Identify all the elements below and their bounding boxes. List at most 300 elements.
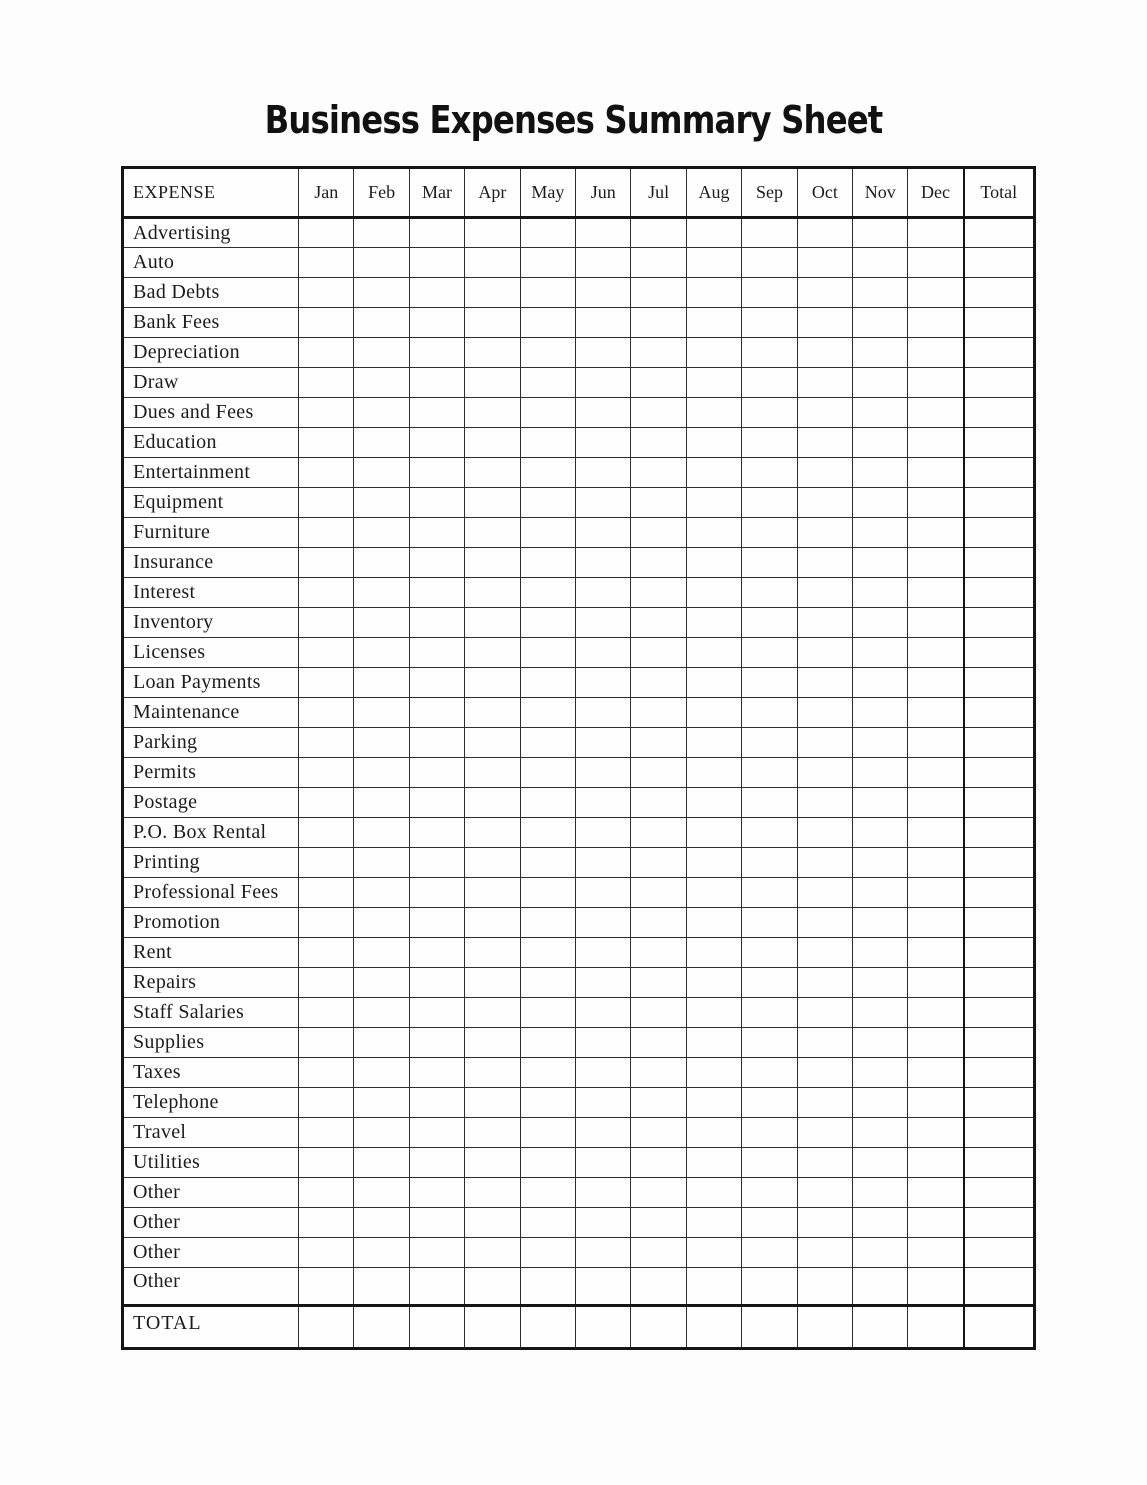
month-value-cell (409, 878, 464, 908)
month-value-cell (631, 1306, 686, 1349)
month-value-cell (853, 278, 908, 308)
month-value-cell (299, 398, 354, 428)
month-value-cell (354, 338, 409, 368)
month-value-cell (576, 578, 631, 608)
month-value-cell (299, 488, 354, 518)
month-value-cell (520, 218, 575, 248)
expense-row (123, 278, 1035, 308)
month-value-cell (520, 638, 575, 668)
total-row (123, 1306, 1035, 1349)
month-value-cell (576, 1178, 631, 1208)
page-title: Business Expenses Summary Sheet (264, 98, 883, 142)
month-value-cell (742, 638, 797, 668)
total-value-cell (964, 578, 1035, 608)
expenses-table (121, 166, 1036, 1350)
month-value-cell (686, 458, 741, 488)
expense-row-label: P.O. Box Rental (123, 818, 299, 848)
month-value-cell (797, 1268, 852, 1306)
month-value-cell (686, 1268, 741, 1306)
month-value-cell (409, 248, 464, 278)
month-value-cell (686, 1306, 741, 1349)
month-value-cell (797, 848, 852, 878)
month-value-cell (631, 728, 686, 758)
month-value-cell (686, 968, 741, 998)
month-value-cell (409, 488, 464, 518)
month-value-cell (631, 998, 686, 1028)
month-value-cell (742, 608, 797, 638)
month-value-cell (409, 608, 464, 638)
total-value-cell (964, 1306, 1035, 1349)
month-value-cell (576, 1088, 631, 1118)
month-value-cell (520, 908, 575, 938)
month-value-cell (409, 1148, 464, 1178)
month-value-cell (853, 1208, 908, 1238)
month-value-cell (742, 698, 797, 728)
month-value-cell (409, 818, 464, 848)
month-value-cell (908, 1178, 964, 1208)
total-value-cell (964, 818, 1035, 848)
month-value-cell (853, 608, 908, 638)
month-value-cell (742, 968, 797, 998)
month-value-cell (465, 248, 520, 278)
month-value-cell (686, 1208, 741, 1238)
month-value-cell (686, 758, 741, 788)
month-value-cell (409, 1238, 464, 1268)
month-value-cell (576, 1118, 631, 1148)
month-value-cell (797, 548, 852, 578)
expense-row (123, 608, 1035, 638)
month-value-cell (354, 1238, 409, 1268)
month-value-cell (299, 758, 354, 788)
expense-row-label: Rent (123, 938, 299, 968)
month-value-cell (797, 878, 852, 908)
month-value-cell (908, 1148, 964, 1178)
month-value-cell (409, 1268, 464, 1306)
month-value-cell (686, 998, 741, 1028)
month-value-cell (742, 848, 797, 878)
month-value-cell (354, 878, 409, 908)
month-value-cell (853, 638, 908, 668)
month-value-cell (686, 398, 741, 428)
month-value-cell (908, 1208, 964, 1238)
month-value-cell (908, 458, 964, 488)
month-value-cell (742, 788, 797, 818)
month-value-cell (354, 1268, 409, 1306)
expense-row (123, 1058, 1035, 1088)
month-value-cell (409, 548, 464, 578)
month-value-cell (576, 368, 631, 398)
expense-row-label: Advertising (123, 218, 299, 248)
month-value-cell (797, 578, 852, 608)
month-value-cell (742, 1208, 797, 1238)
month-value-cell (686, 788, 741, 818)
expense-row (123, 908, 1035, 938)
month-value-cell (576, 908, 631, 938)
expense-row-label: Draw (123, 368, 299, 398)
expense-row-label: Supplies (123, 1028, 299, 1058)
month-value-cell (631, 548, 686, 578)
month-value-cell (465, 668, 520, 698)
month-value-cell (797, 338, 852, 368)
month-value-cell (520, 1148, 575, 1178)
month-value-cell (742, 578, 797, 608)
month-value-cell (686, 1088, 741, 1118)
expense-row (123, 848, 1035, 878)
month-value-cell (908, 848, 964, 878)
expense-row-label: Taxes (123, 1058, 299, 1088)
month-value-cell (409, 428, 464, 458)
month-value-cell (354, 788, 409, 818)
month-value-cell (465, 638, 520, 668)
month-value-cell (465, 1306, 520, 1349)
month-value-cell (465, 938, 520, 968)
expense-row (123, 758, 1035, 788)
month-value-cell (299, 638, 354, 668)
month-value-cell (409, 338, 464, 368)
month-value-cell (631, 878, 686, 908)
month-value-cell (631, 578, 686, 608)
month-value-cell (686, 578, 741, 608)
month-value-cell (576, 758, 631, 788)
month-value-cell (299, 1178, 354, 1208)
month-value-cell (631, 1208, 686, 1238)
month-value-cell (576, 398, 631, 428)
month-value-cell (409, 368, 464, 398)
month-value-cell (409, 758, 464, 788)
month-value-cell (797, 908, 852, 938)
expense-row (123, 518, 1035, 548)
month-value-cell (520, 1178, 575, 1208)
total-value-cell (964, 1028, 1035, 1058)
month-value-cell (742, 998, 797, 1028)
month-value-cell (686, 848, 741, 878)
month-value-cell (576, 548, 631, 578)
total-value-cell (964, 638, 1035, 668)
month-value-cell (520, 1208, 575, 1238)
month-value-cell (520, 728, 575, 758)
month-value-cell (354, 728, 409, 758)
month-value-cell (465, 1238, 520, 1268)
month-value-cell (409, 1306, 464, 1349)
month-value-cell (853, 1238, 908, 1268)
expense-row-label: Inventory (123, 608, 299, 638)
month-value-cell (354, 1208, 409, 1238)
month-value-cell (299, 1306, 354, 1349)
month-value-cell (576, 668, 631, 698)
expense-row (123, 1148, 1035, 1178)
month-value-cell (354, 398, 409, 428)
month-value-cell (354, 218, 409, 248)
expense-row-label: Insurance (123, 548, 299, 578)
column-header-month-jun: Jun (576, 168, 631, 218)
total-value-cell (964, 1208, 1035, 1238)
column-header-month-dec: Dec (908, 168, 964, 218)
expense-row-label: Bank Fees (123, 308, 299, 338)
month-value-cell (908, 548, 964, 578)
expense-row (123, 1088, 1035, 1118)
total-value-cell (964, 308, 1035, 338)
month-value-cell (853, 518, 908, 548)
expense-row (123, 1028, 1035, 1058)
month-value-cell (631, 1028, 686, 1058)
month-value-cell (631, 758, 686, 788)
month-value-cell (853, 578, 908, 608)
month-value-cell (520, 1268, 575, 1306)
month-value-cell (299, 338, 354, 368)
month-value-cell (520, 1118, 575, 1148)
month-value-cell (797, 998, 852, 1028)
column-header-month-nov: Nov (853, 168, 908, 218)
month-value-cell (631, 338, 686, 368)
expense-row-label: Other (123, 1268, 299, 1306)
month-value-cell (797, 968, 852, 998)
month-value-cell (465, 848, 520, 878)
month-value-cell (465, 1058, 520, 1088)
month-value-cell (797, 488, 852, 518)
expense-row (123, 1118, 1035, 1148)
expense-row (123, 938, 1035, 968)
month-value-cell (797, 1028, 852, 1058)
month-value-cell (409, 638, 464, 668)
column-header-month-oct: Oct (797, 168, 852, 218)
month-value-cell (354, 1058, 409, 1088)
total-value-cell (964, 428, 1035, 458)
month-value-cell (742, 1028, 797, 1058)
month-value-cell (299, 518, 354, 548)
month-value-cell (465, 1118, 520, 1148)
month-value-cell (631, 1268, 686, 1306)
month-value-cell (576, 938, 631, 968)
month-value-cell (409, 848, 464, 878)
month-value-cell (908, 608, 964, 638)
month-value-cell (299, 278, 354, 308)
month-value-cell (299, 788, 354, 818)
expense-row-label: Depreciation (123, 338, 299, 368)
month-value-cell (465, 1178, 520, 1208)
month-value-cell (354, 488, 409, 518)
month-value-cell (576, 728, 631, 758)
month-value-cell (797, 1208, 852, 1238)
month-value-cell (354, 698, 409, 728)
month-value-cell (853, 218, 908, 248)
total-value-cell (964, 488, 1035, 518)
month-value-cell (686, 248, 741, 278)
month-value-cell (576, 788, 631, 818)
month-value-cell (742, 1178, 797, 1208)
month-value-cell (299, 938, 354, 968)
month-value-cell (354, 848, 409, 878)
expense-row-label: Promotion (123, 908, 299, 938)
month-value-cell (686, 1058, 741, 1088)
month-value-cell (853, 1268, 908, 1306)
month-value-cell (853, 548, 908, 578)
month-value-cell (853, 1306, 908, 1349)
total-value-cell (964, 338, 1035, 368)
month-value-cell (409, 1178, 464, 1208)
month-value-cell (742, 1306, 797, 1349)
month-value-cell (465, 698, 520, 728)
column-header-month-jul: Jul (631, 168, 686, 218)
month-value-cell (908, 1058, 964, 1088)
month-value-cell (742, 938, 797, 968)
month-value-cell (354, 638, 409, 668)
month-value-cell (853, 728, 908, 758)
month-value-cell (409, 1118, 464, 1148)
month-value-cell (686, 338, 741, 368)
expense-row (123, 338, 1035, 368)
month-value-cell (908, 308, 964, 338)
expense-row (123, 488, 1035, 518)
month-value-cell (409, 308, 464, 338)
month-value-cell (853, 698, 908, 728)
month-value-cell (409, 668, 464, 698)
month-value-cell (576, 218, 631, 248)
table-header (123, 168, 1035, 218)
month-value-cell (299, 728, 354, 758)
expense-row-label: Education (123, 428, 299, 458)
month-value-cell (299, 1238, 354, 1268)
month-value-cell (797, 788, 852, 818)
month-value-cell (520, 818, 575, 848)
month-value-cell (576, 638, 631, 668)
header-row (123, 168, 1035, 218)
month-value-cell (576, 998, 631, 1028)
month-value-cell (631, 1238, 686, 1268)
month-value-cell (409, 728, 464, 758)
month-value-cell (299, 1118, 354, 1148)
month-value-cell (299, 218, 354, 248)
month-value-cell (631, 1058, 686, 1088)
month-value-cell (299, 1208, 354, 1238)
month-value-cell (465, 488, 520, 518)
month-value-cell (742, 1088, 797, 1118)
month-value-cell (908, 398, 964, 428)
expense-row (123, 728, 1035, 758)
month-value-cell (797, 698, 852, 728)
month-value-cell (299, 878, 354, 908)
total-value-cell (964, 458, 1035, 488)
month-value-cell (797, 1178, 852, 1208)
total-value-cell (964, 218, 1035, 248)
month-value-cell (299, 248, 354, 278)
month-value-cell (908, 818, 964, 848)
expense-row (123, 698, 1035, 728)
month-value-cell (299, 698, 354, 728)
month-value-cell (465, 278, 520, 308)
month-value-cell (465, 1088, 520, 1118)
month-value-cell (686, 278, 741, 308)
month-value-cell (797, 308, 852, 338)
expense-row (123, 998, 1035, 1028)
month-value-cell (409, 518, 464, 548)
month-value-cell (742, 668, 797, 698)
column-header-month-sep: Sep (742, 168, 797, 218)
month-value-cell (853, 368, 908, 398)
expense-row-label: Utilities (123, 1148, 299, 1178)
month-value-cell (742, 548, 797, 578)
month-value-cell (576, 1208, 631, 1238)
month-value-cell (520, 1306, 575, 1349)
month-value-cell (742, 428, 797, 458)
month-value-cell (631, 518, 686, 548)
month-value-cell (853, 1058, 908, 1088)
month-value-cell (520, 518, 575, 548)
month-value-cell (631, 248, 686, 278)
month-value-cell (520, 1088, 575, 1118)
month-value-cell (465, 878, 520, 908)
expense-row (123, 668, 1035, 698)
month-value-cell (354, 938, 409, 968)
month-value-cell (409, 218, 464, 248)
expense-row-label: Equipment (123, 488, 299, 518)
month-value-cell (409, 578, 464, 608)
month-value-cell (686, 548, 741, 578)
month-value-cell (576, 1058, 631, 1088)
month-value-cell (797, 428, 852, 458)
month-value-cell (520, 878, 575, 908)
month-value-cell (354, 518, 409, 548)
month-value-cell (576, 458, 631, 488)
month-value-cell (631, 608, 686, 638)
month-value-cell (576, 308, 631, 338)
month-value-cell (520, 938, 575, 968)
month-value-cell (465, 818, 520, 848)
month-value-cell (576, 1306, 631, 1349)
month-value-cell (742, 728, 797, 758)
month-value-cell (520, 428, 575, 458)
total-value-cell (964, 398, 1035, 428)
month-value-cell (631, 818, 686, 848)
month-value-cell (354, 578, 409, 608)
month-value-cell (354, 1118, 409, 1148)
total-value-cell (964, 788, 1035, 818)
month-value-cell (465, 338, 520, 368)
month-value-cell (908, 338, 964, 368)
month-value-cell (520, 278, 575, 308)
expense-row-label: Auto (123, 248, 299, 278)
month-value-cell (853, 398, 908, 428)
month-value-cell (576, 428, 631, 458)
month-value-cell (520, 398, 575, 428)
expense-row (123, 968, 1035, 998)
month-value-cell (797, 1088, 852, 1118)
month-value-cell (520, 698, 575, 728)
month-value-cell (520, 788, 575, 818)
month-value-cell (797, 278, 852, 308)
month-value-cell (686, 368, 741, 398)
total-value-cell (964, 1148, 1035, 1178)
month-value-cell (853, 428, 908, 458)
month-value-cell (686, 908, 741, 938)
month-value-cell (908, 518, 964, 548)
month-value-cell (299, 458, 354, 488)
column-header-month-apr: Apr (465, 168, 520, 218)
month-value-cell (465, 218, 520, 248)
month-value-cell (299, 1148, 354, 1178)
month-value-cell (354, 668, 409, 698)
month-value-cell (908, 488, 964, 518)
month-value-cell (520, 758, 575, 788)
expense-row (123, 458, 1035, 488)
month-value-cell (354, 248, 409, 278)
month-value-cell (686, 938, 741, 968)
month-value-cell (908, 248, 964, 278)
month-value-cell (686, 1178, 741, 1208)
total-value-cell (964, 998, 1035, 1028)
month-value-cell (354, 818, 409, 848)
month-value-cell (520, 608, 575, 638)
expense-row-label: Dues and Fees (123, 398, 299, 428)
